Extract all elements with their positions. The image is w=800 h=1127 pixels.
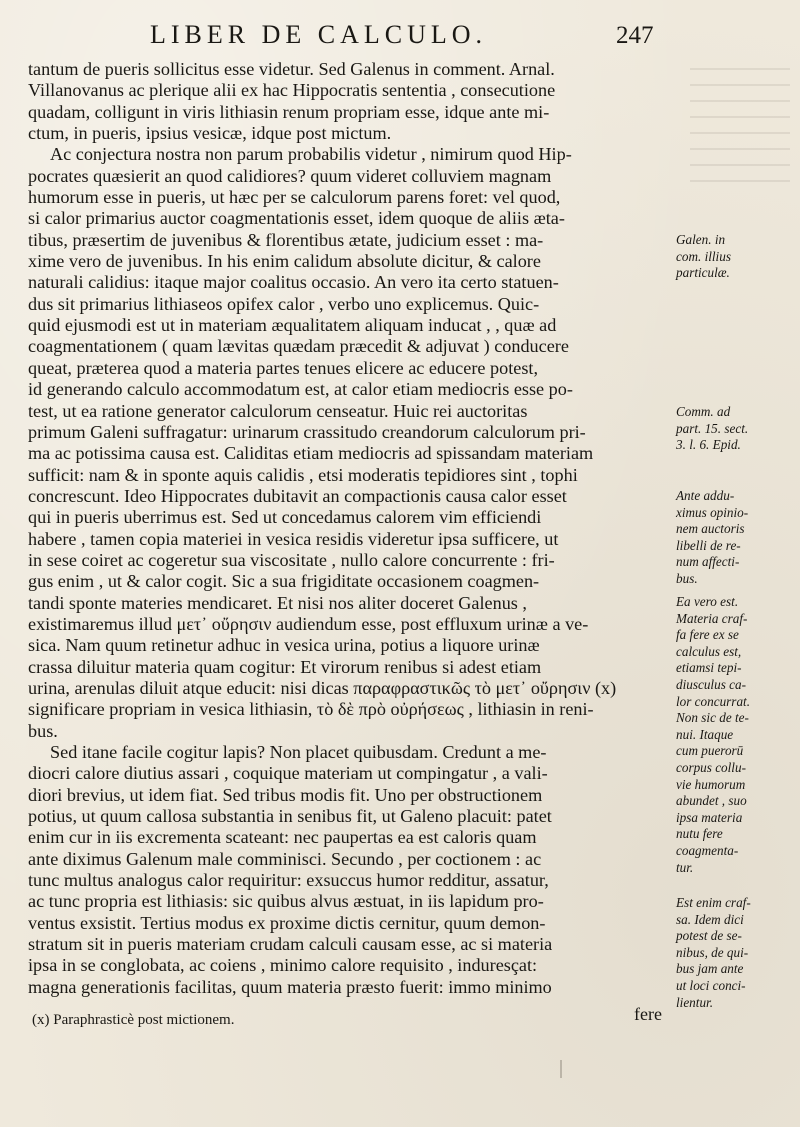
- text-line: diocri calore diutius assari , coquique materiam ut compingatur , a vali-: [28, 763, 548, 784]
- margin-note-line: cum puerorū: [676, 743, 744, 759]
- text-line: tunc multus analogus calor requiritur: exsuccus humor redditur, assatur,: [28, 870, 549, 891]
- margin-note-line: Materia craf-: [676, 610, 748, 626]
- text-line: sica. Nam quum retinetur adhuc in vesica urina, potius a liquore urinæ: [28, 635, 540, 656]
- margin-note-comm: [676, 404, 796, 454]
- margin-note-line: nui. Itaque: [676, 726, 734, 742]
- text-line: tantum de pueris sollicitus esse videtur. Sed Galenus in comment. Arnal.: [28, 59, 555, 79]
- margin-note-line: vie humorum: [676, 776, 746, 792]
- text-line: ac tunc propria est lithiasis: sic quibus alvus æstuat, in iis lapidum pro-: [28, 891, 544, 912]
- text-line: in sese coiret ac cogeretur sua viscositate , nullo calore concurrente : fri-: [28, 549, 555, 570]
- text-line: concrescunt. Ideo Hippocrates dubitavit an compactionis causa calor esset: [28, 485, 567, 506]
- text-line: potius, ut quum callosa substantia in senibus fit, ut Galeno placuit: patet: [28, 806, 552, 827]
- text-line: primum Galeni suffragatur: urinarum crassitudo creandorum calculorum pri-: [28, 421, 586, 442]
- text-line: si calor primarius auctor coagmentationis esset, idem quoque de aliis æta-: [28, 208, 565, 229]
- margin-note-line: coagmenta-: [676, 842, 739, 858]
- text-line: habere , tamen copia materiei in vesica residis videretur ipsa sufficere, ut: [28, 528, 559, 549]
- margin-note-line: nem auctoris: [676, 521, 745, 537]
- margin-note-line: abundet , suo: [676, 793, 747, 809]
- margin-note-line: Comm. ad: [676, 404, 731, 419]
- margin-note-line: etiamsi tepi-: [676, 660, 742, 676]
- margin-note-line: Non sic de te-: [676, 710, 749, 726]
- margin-note-ea: [676, 594, 796, 876]
- text-line: ventus exsistit. Tertius modus ex proxime dictis cernitur, quum demon-: [28, 912, 546, 933]
- margin-note-line: ipsa materia: [676, 809, 743, 825]
- text-line: Sed itane facile cogitur lapis? Non placet quibusdam. Credunt a me-: [50, 742, 547, 762]
- margin-note-est: [676, 895, 796, 1011]
- page-header: [0, 16, 800, 56]
- margin-note-line: Ante addu-: [676, 488, 735, 503]
- text-line: queat, præterea quod a materia partes tenues elicere ac educere potest,: [28, 357, 538, 378]
- margin-note-line: bus jam ante: [676, 961, 744, 977]
- text-line: ipsa in se conglobata, ac coiens , minimo calore requisito , induresçat:: [28, 955, 538, 976]
- text-line: ma ac potissima causa est. Caliditas etiam mediocris ad spissandam materiam: [28, 443, 594, 464]
- margin-note-line: sa. Idem dici: [676, 911, 744, 927]
- page-number: 247: [616, 22, 654, 49]
- print-mark: [560, 1060, 562, 1078]
- text-line: tandi sponte materies mendicaret. Et nisi nos aliter doceret Galenus ,: [28, 592, 527, 613]
- margin-note-line: Galen. in: [676, 232, 726, 247]
- margin-note-line: nibus, de qui-: [676, 944, 749, 960]
- text-line: diori brevius, ut idem fiat. Sed tribus modis fit. Uno per obstructionem: [28, 784, 543, 805]
- main-text: [28, 59, 668, 998]
- text-line: quid ejusmodi est ut in materiam æqualitatem aliquam inducat , , quæ ad: [28, 315, 557, 336]
- text-line: magna generationis facilitas, quum materia præsto fuerit: immo minimo: [28, 976, 552, 997]
- text-line: pocrates quæsierit an quod calidiores? quum videret colluviem magnam: [28, 165, 552, 186]
- margin-note-line: potest de se-: [676, 928, 742, 944]
- text-line: tibus, præsertim de juvenibus & florentibus ætate, judicium esset : ma-: [28, 229, 544, 250]
- footnote: (x) Paraphrasticè post mictionem.: [32, 1012, 235, 1028]
- text-line: bus.: [28, 720, 58, 741]
- margin-note-line: calculus est,: [676, 643, 742, 659]
- show-through-text: [690, 62, 790, 182]
- text-line: Ac conjectura nostra non parum probabilis videtur , nimirum quod Hip-: [50, 144, 572, 165]
- margin-note-line: lor concurrat.: [676, 693, 750, 709]
- margin-note-line: diusculus ca-: [676, 676, 746, 692]
- margin-note-ante: [676, 488, 796, 588]
- margin-note-line: corpus collu-: [676, 759, 746, 775]
- text-line: Villanovanus ac plerique alii ex hac Hippocratis sententia , consecutione: [28, 80, 556, 101]
- text-line: enim cur in iis excrementa scateant: nec paupertas ea est caloris quam: [28, 827, 537, 848]
- text-line: test, ut ea ratione generator calculorum censeatur. Huic rei auctoritas: [28, 400, 528, 421]
- margin-note-line: fa fere ex se: [676, 627, 739, 643]
- margin-note-line: particulæ.: [676, 265, 730, 281]
- margin-note-line: tur.: [676, 859, 694, 875]
- margin-note-line: com. illius: [676, 248, 731, 264]
- text-line: crassa diluitur materia quam cogitur: Et virorum renibus si adest etiam: [28, 656, 542, 677]
- catchword: fere: [634, 1004, 662, 1024]
- margin-note-line: lientur.: [676, 994, 713, 1010]
- margin-note-line: libelli de re-: [676, 537, 741, 553]
- text-line: qui in pueris uberrimus est. Sed ut concedamus calorem vim efficiendi: [28, 507, 542, 528]
- margin-note-line: nutu fere: [676, 826, 723, 842]
- text-line: urina, arenulas diluit atque educit: nisi dicas παραφραστικῶς τὸ μετ᾽ οὔρησιν (x): [28, 677, 617, 698]
- text-line: gus enim , ut & calor cogit. Sic a sua frigiditate occasionem coagmen-: [28, 571, 540, 592]
- text-line: naturali calidius: itaque major coalitus occasio. An vero ita certo statuen-: [28, 272, 559, 293]
- running-title: LIBER DE CALCULO.: [150, 20, 488, 49]
- text-line: xime vero de juvenibus. In his enim calidum absolute dicitur, & calore: [28, 251, 541, 272]
- margin-note-line: num affecti-: [676, 554, 740, 570]
- text-line: existimaremus illud μετ᾽ οὔρησιν audiendum esse, post effluxum urinæ a ve-: [28, 613, 589, 634]
- text-line: ctum, in pueris, ipsius vesicæ, idque post mictum.: [28, 123, 392, 144]
- text-line: dus sit primarius lithiaseos opifex calor , verbo uno explicemus. Quic-: [28, 293, 540, 314]
- text-line: humorum esse in pueris, ut hæc per se calculorum parens foret: vel quod,: [28, 187, 561, 208]
- margin-note-line: part. 15. sect.: [676, 420, 749, 436]
- text-line: sufficit: nam & in sponte aquis calidis , etsi moderatis tepidiores sint , tophi: [28, 464, 578, 485]
- text-line: id generando calculo accommodatum est, at calor etiam mediocris esse po-: [28, 379, 573, 400]
- text-line: quadam, colligunt in viris lithiasin renum propriam esse, idque ante mi-: [28, 101, 550, 122]
- text-line: significare propriam in vesica lithiasin, τὸ δὲ πρὸ οὐρήσεως , lithiasin in reni-: [28, 699, 594, 720]
- margin-note-line: ut loci conci-: [676, 977, 746, 993]
- margin-note-line: Ea vero est.: [676, 594, 739, 609]
- margin-note-galen: [676, 232, 796, 282]
- margin-note-line: ximus opinio-: [676, 504, 749, 520]
- text-line: coagmentationem ( quam lævitas quædam præcedit & adjuvat ) conducere: [28, 336, 569, 357]
- margin-note-line: 3. l. 6. Epid.: [676, 437, 741, 453]
- margin-note-line: bus.: [676, 570, 698, 586]
- margin-note-line: Est enim craf-: [676, 895, 751, 910]
- text-line: stratum sit in pueris materiam crudam calculi causam esse, ac si materia: [28, 934, 553, 955]
- text-line: ante diximus Galenum male comminisci. Secundo , per coctionem : ac: [28, 848, 542, 869]
